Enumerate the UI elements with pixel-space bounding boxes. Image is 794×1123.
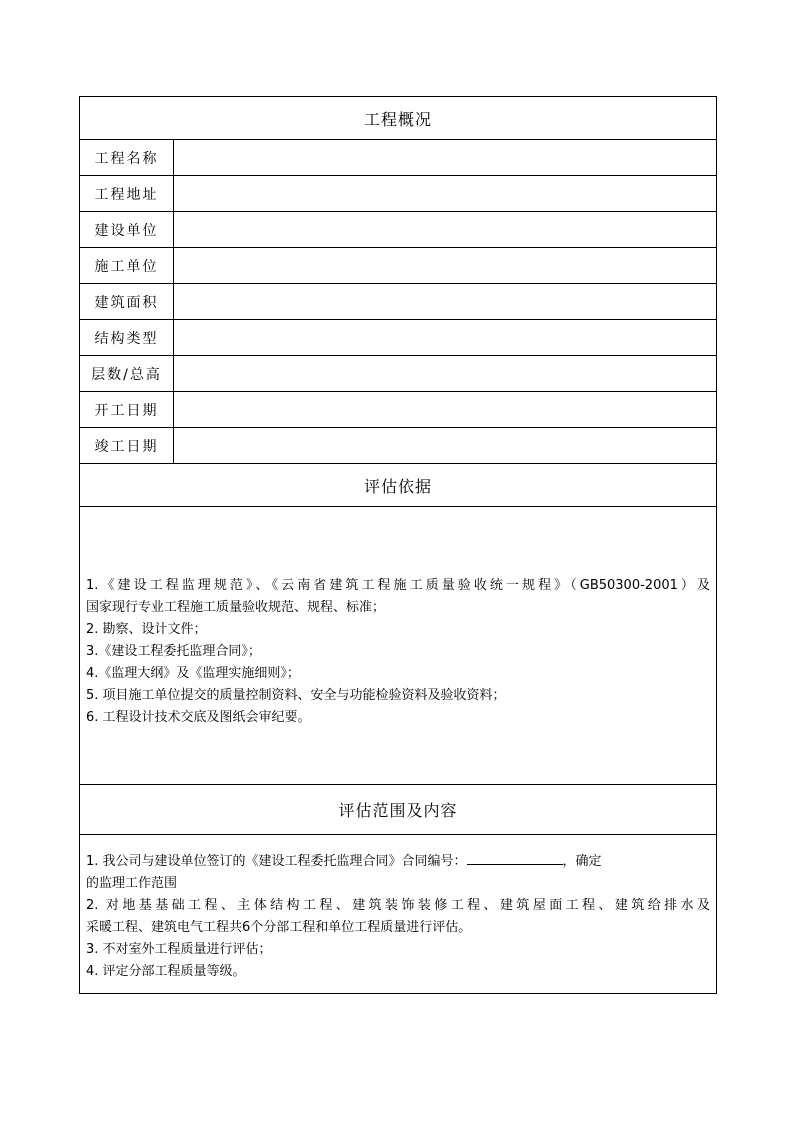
field-row-contractor — [80, 248, 716, 284]
field-value-empty[interactable] — [174, 212, 716, 247]
field-row-project-name — [80, 140, 716, 176]
contract-number-blank[interactable] — [467, 850, 563, 865]
basis-content — [80, 507, 716, 785]
field-value-empty[interactable] — [174, 140, 716, 175]
basis-line: 国家现行专业工程施工质量验收规范、规程、标准； — [86, 600, 386, 615]
field-label: 建设单位 — [80, 212, 174, 247]
field-label: 竣工日期 — [80, 428, 174, 463]
field-row-project-address — [80, 176, 716, 212]
field-label: 层数/总高 — [80, 356, 174, 391]
scope-line: 2. 对地基基础工程、主体结构工程、建筑装饰装修工程、建筑屋面工程、建筑给排水及 — [86, 898, 710, 913]
field-label: 施工单位 — [80, 248, 174, 283]
scope-line: 3. 不对室外工程质量进行评估； — [86, 942, 272, 957]
scope-content — [80, 835, 716, 993]
basis-line: 2. 勘察、设计文件； — [86, 622, 207, 637]
scope-section-title — [80, 785, 716, 835]
basis-line: 6. 工程设计技术交底及图纸会审纪要。 — [86, 710, 311, 725]
field-value-empty[interactable] — [174, 284, 716, 319]
scope-line — [86, 850, 710, 873]
scope-line1-prefix: 1. 我公司与建设单位签订的《建设工程委托监理合同》合同编号： — [86, 854, 467, 869]
field-label: 工程地址 — [80, 176, 174, 211]
field-value-empty[interactable] — [174, 392, 716, 427]
field-value-empty[interactable] — [174, 248, 716, 283]
field-value-empty[interactable] — [174, 356, 716, 391]
scope-title-text: 评估范围及内容 — [338, 801, 458, 820]
field-row-building-area — [80, 284, 716, 320]
field-row-start-date — [80, 392, 716, 428]
scope-line1-suffix: ，确定 — [562, 854, 602, 869]
basis-line: 5. 项目施工单位提交的质量控制资料、安全与功能检验资料及验收资料； — [86, 688, 506, 703]
evaluation-form-table — [79, 96, 717, 994]
scope-line: 4. 评定分部工程质量等级。 — [86, 964, 246, 979]
basis-line: 1.《建设工程监理规范》、《云南省建筑工程施工质量验收统一规程》（GB50300-2001）及 — [86, 578, 710, 593]
field-value-empty[interactable] — [174, 428, 716, 463]
field-row-floors-height — [80, 356, 716, 392]
field-value-empty[interactable] — [174, 320, 716, 355]
basis-line: 4.《监理大纲》及《监理实施细则》； — [86, 666, 300, 681]
basis-title-text: 评估依据 — [363, 476, 432, 496]
basis-line: 3.《建设工程委托监理合同》； — [86, 644, 261, 659]
field-label: 建筑面积 — [80, 284, 174, 319]
scope-line: 采暖工程、建筑电气工程共6个分部工程和单位工程质量进行评估。 — [86, 920, 472, 935]
overview-title-text: 工程概况 — [363, 109, 432, 129]
field-label: 工程名称 — [80, 140, 174, 175]
basis-section-title — [80, 464, 716, 507]
field-value-empty[interactable] — [174, 176, 716, 211]
field-label: 结构类型 — [80, 320, 174, 355]
field-row-completion-date — [80, 428, 716, 464]
field-row-construction-owner — [80, 212, 716, 248]
overview-section-title — [80, 97, 716, 140]
field-label: 开工日期 — [80, 392, 174, 427]
field-row-structure-type — [80, 320, 716, 356]
scope-line: 的监理工作范围 — [86, 876, 178, 891]
